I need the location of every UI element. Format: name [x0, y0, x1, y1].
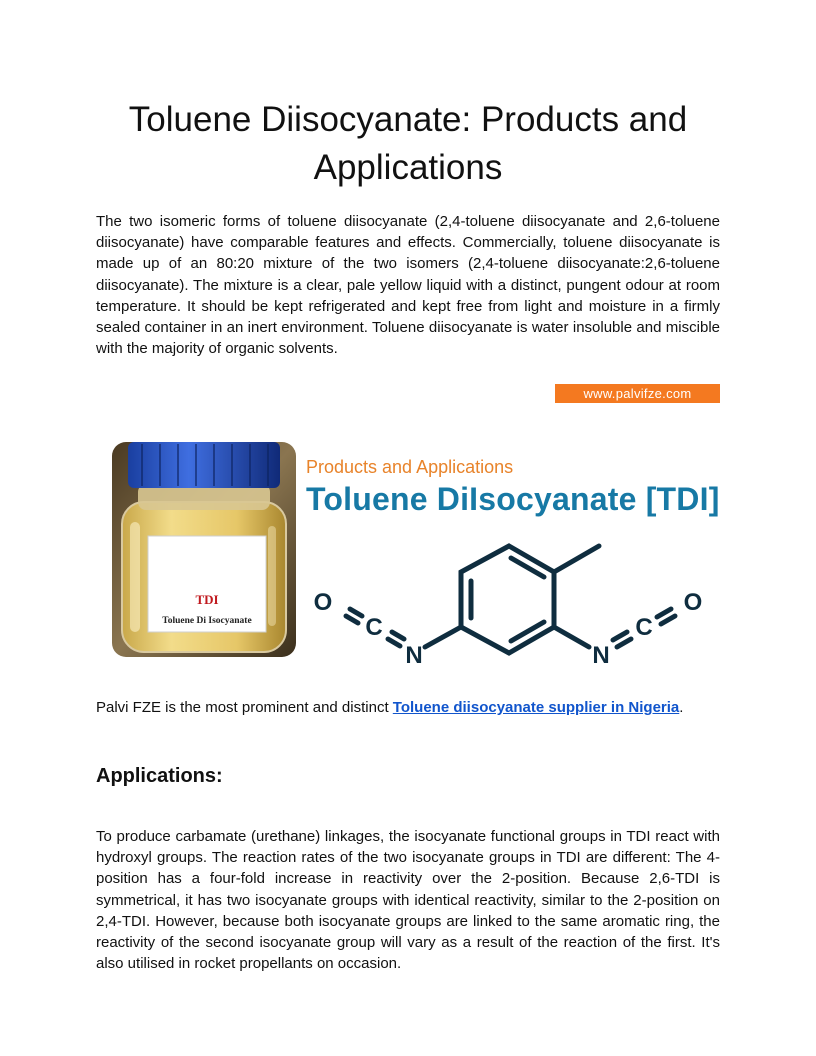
- applications-paragraph: To produce carbamate (urethane) linkages, the isocyanate functional groups in TDI react with hydroxyl groups. The reaction rates of the two isocyanate groups in TDI are different: The 4-position has a four-fold increase in reactivity over the 2-position. Because 2,6-TDI is symmetrical, it has two isocyanate groups with identical reactivity, similar to the 2-position on 2,4-TDI. However, because both isocyanate groups are linked to the same aromatic ring, the reactivity of the second isocyanate group will vary as a result of the reaction of the first. It's also utilised in rocket propellants on occasion.: [96, 828, 720, 973]
- tdi-bottle-image: [112, 442, 296, 657]
- page-title: Toluene Diisocyanate: Products and Applications: [128, 100, 688, 187]
- intro-paragraph: The two isomeric forms of toluene diisocyanate (2,4-toluene diisocyanate and 2,6-toluene diisocyanate) have comparable features and effects. Commercially, toluene diisocyanate is made up of an 80:20 mixture of the two isomers (2,4-toluene diisocyanate:2,6-toluene diisocyanate). The mixture is a clear, pale yellow liquid with a distinct, pungent odour at room temperature. It should be kept refrigerated and kept free from light and moisture in a firmly sealed container in an inert environment. Toluene diisocyanate is water insoluble and miscible with the majority of organic solvents.: [96, 213, 720, 358]
- supplier-text: Palvi FZE is the most prominent and distinct: [96, 699, 393, 716]
- atom-c-right: C: [635, 614, 653, 641]
- bottle-label-name: Toluene Di Isocyanate: [162, 616, 252, 626]
- banner-product-title: Toluene DiIsocyanate [TDI]: [306, 481, 720, 517]
- atom-o-right: O: [683, 589, 703, 616]
- tdi-molecule-diagram: [301, 525, 716, 670]
- supplier-period: .: [679, 699, 684, 716]
- bottle-label-code: TDI: [195, 592, 219, 607]
- atom-n-right: N: [592, 642, 610, 669]
- atom-c-left: C: [365, 614, 383, 641]
- website-url-badge: www.palvifze.com: [555, 384, 720, 403]
- supplier-link[interactable]: Toluene diisocyanate supplier in Nigeria: [392, 699, 680, 716]
- atom-o-left: O: [313, 589, 333, 616]
- atom-n-left: N: [405, 642, 423, 669]
- supplier-paragraph: [96, 697, 720, 718]
- applications-heading: Applications:: [96, 765, 223, 787]
- banner-subtitle: Products and Applications: [306, 457, 514, 477]
- product-banner: [96, 380, 720, 670]
